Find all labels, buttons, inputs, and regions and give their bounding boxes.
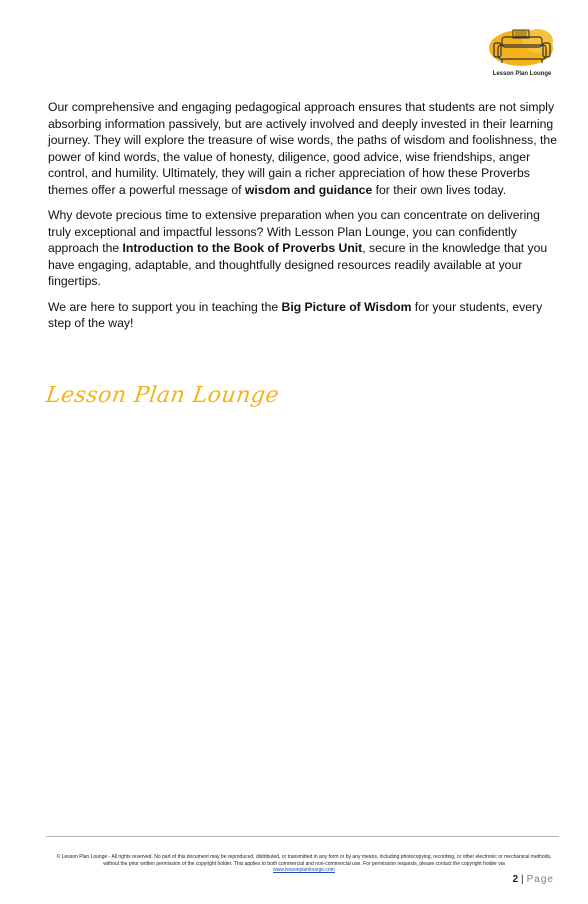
footer-divider — [46, 836, 559, 837]
page-separator: | — [521, 874, 525, 885]
emphasis-wisdom-guidance: wisdom and guidance — [244, 182, 373, 197]
sofa-icon — [488, 27, 556, 71]
document-body — [48, 99, 558, 340]
signature: Lesson Plan Lounge — [44, 383, 281, 408]
copyright-text: © Lesson Plan Lounge - All rights reserved. No part of this document may be reproduced, distributed, or transmitted in any form or by any means, including photocopying, recording, or other electronic or mechanical methods, without the prior written permission of the copyright holder. This applies to both commercial and non-commercial use. For permission requests, please contact the copyright holder via — [56, 854, 552, 867]
copyright-notice — [50, 854, 558, 874]
paragraph-support: We are here to support you in teaching the Big Picture of Wisdom for your students, every step of the way! — [48, 299, 543, 331]
page-label: Page — [526, 874, 554, 885]
paragraph-preparation: Why devote precious time to extensive preparation when you can concentrate on delivering truly exceptional and impactful lessons? With Lesson Plan Lounge, you can confidently approach the Introduction to the Book of Proverbs Unit, secure in the knowledge that you have engaging, adaptable, and thoughtfully designed resources readily available at your fingertips. — [48, 208, 548, 289]
page-number-value: 2 — [512, 874, 520, 885]
paragraph-approach: Our comprehensive and engaging pedagogical approach ensures that students are not simply absorbing information passively, but are actively involved and deeply invested in their learning journey. They will explore the treasure of wise words, the paths of wisdom and foolishness, the power of kind words, the value of honesty, diligence, good advice, wise friendships, anger control, and humility. Ultimately, they will gain a richer appreciation of how these Proverbs themes offer a powerful message of wisdom and guidance for their own lives today. — [48, 100, 557, 197]
page-number — [512, 874, 554, 885]
emphasis-unit-title: Introduction to the Book of Proverbs Unit — [122, 241, 363, 256]
lesson-plan-lounge-logo — [488, 27, 556, 83]
website-link[interactable]: www.lessonplanlounge.com — [273, 867, 335, 874]
logo-label: Lesson Plan Lounge — [492, 71, 552, 77]
emphasis-big-picture: Big Picture of Wisdom — [281, 299, 412, 314]
